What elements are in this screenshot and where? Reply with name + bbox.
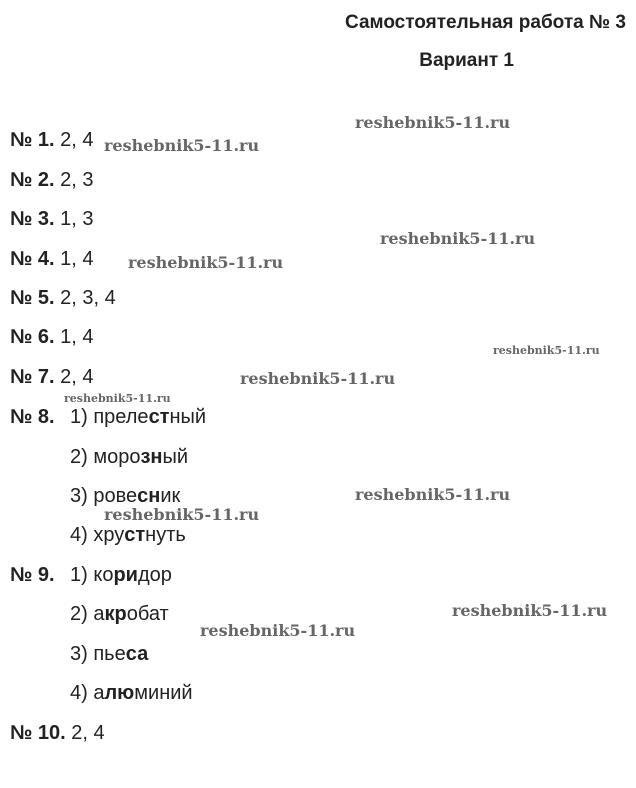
- watermark: reshebnik5-11.ru: [128, 253, 284, 272]
- answer-8-item-3: 3) ровесник: [70, 485, 181, 507]
- answer-10: № 10. 2, 4: [10, 722, 105, 744]
- answer-9-item-4: 4) алюминий: [70, 682, 193, 704]
- watermark: reshebnik5-11.ru: [380, 229, 536, 248]
- answer-7: № 7. 2, 4: [10, 366, 94, 388]
- answer-8-label: № 8.: [10, 406, 55, 428]
- watermark: reshebnik5-11.ru: [64, 392, 171, 405]
- answer-9-item-2: 2) акробат: [70, 603, 169, 625]
- page-title: Самостоятельная работа № 3: [345, 12, 626, 33]
- watermark: reshebnik5-11.ru: [104, 505, 260, 524]
- answer-5: № 5. 2, 3, 4: [10, 287, 116, 309]
- answer-9-label: № 9.: [10, 564, 55, 586]
- watermark: reshebnik5-11.ru: [355, 113, 511, 132]
- answer-4: № 4. 1, 4: [10, 248, 94, 270]
- watermark: reshebnik5-11.ru: [493, 344, 600, 357]
- watermark: reshebnik5-11.ru: [452, 601, 608, 620]
- answer-1: № 1. 2, 4: [10, 129, 94, 151]
- watermark: reshebnik5-11.ru: [104, 136, 260, 155]
- watermark: reshebnik5-11.ru: [240, 369, 396, 388]
- answer-8-item-2: 2) морозный: [70, 446, 189, 468]
- watermark: reshebnik5-11.ru: [200, 621, 356, 640]
- answer-6: № 6. 1, 4: [10, 326, 94, 348]
- answer-9-item-1: 1) коридор: [70, 564, 172, 586]
- answer-3: № 3. 1, 3: [10, 208, 94, 230]
- answer-9-item-3: 3) пьеса: [70, 643, 149, 665]
- answer-8-item-4: 4) хрустнуть: [70, 524, 186, 546]
- variant-title: Вариант 1: [419, 50, 514, 71]
- answer-2: № 2. 2, 3: [10, 169, 94, 191]
- watermark: reshebnik5-11.ru: [355, 485, 511, 504]
- answer-8-item-1: 1) прелестный: [70, 406, 207, 428]
